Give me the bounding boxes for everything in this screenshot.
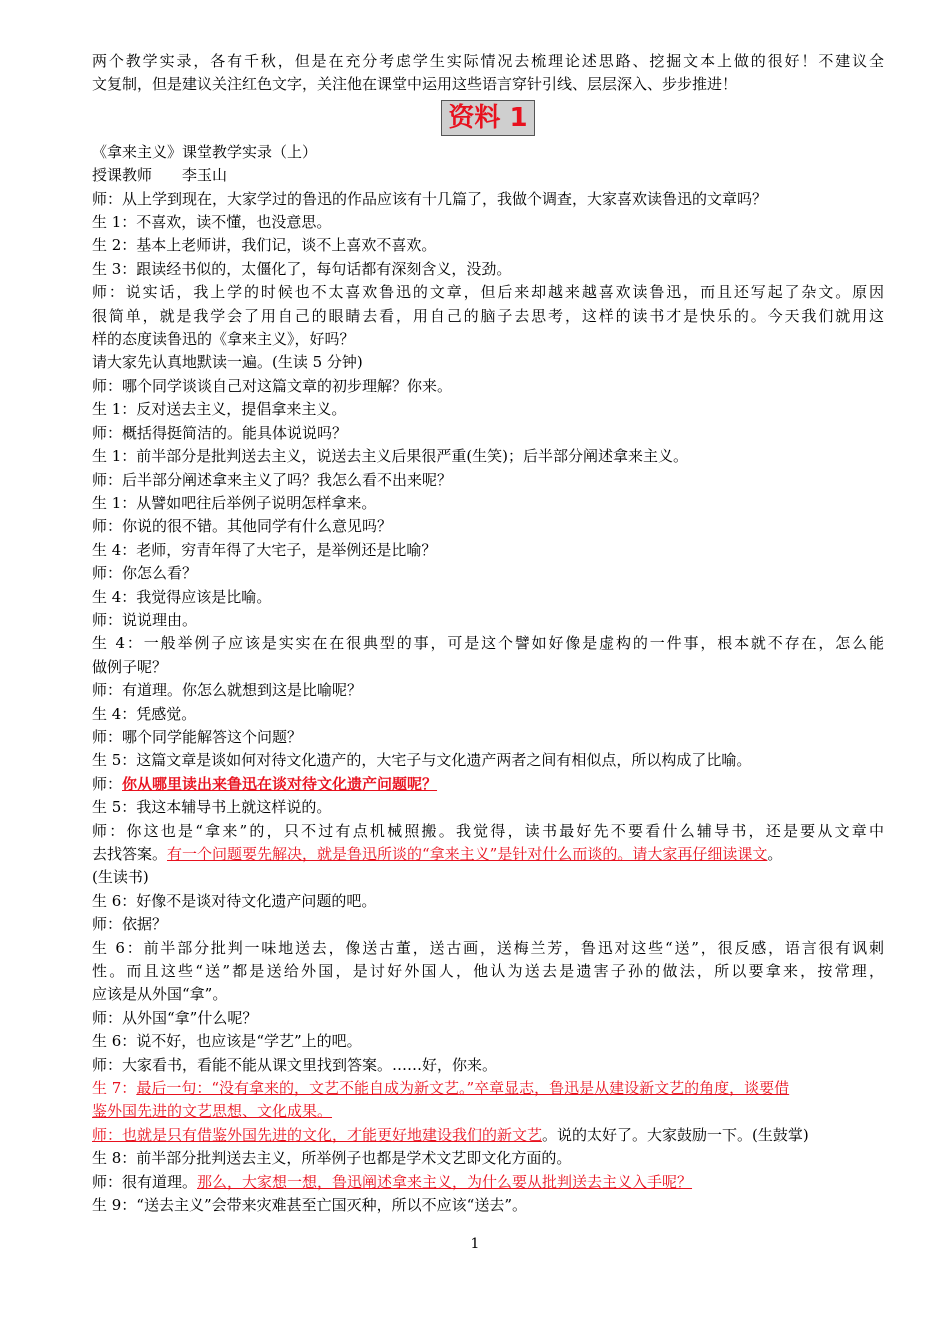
dialogue-line: 很简单，就是我学会了用自己的眼睛去看，用自己的脑子去思考，这样的读书才是快乐的。今天我们就用这 — [92, 306, 884, 325]
dialogue-line: 生 9：“送去主义”会带来灾难甚至亡国灭种，所以不应该“送去”。 — [92, 1196, 527, 1215]
lesson-subtitle: 《拿来主义》课堂教学实录（上） — [92, 142, 318, 161]
dialogue-line: 生 1：从譬如吧往后举例子说明怎样拿来。 — [92, 493, 377, 512]
dialogue-line: 师：你怎么看？ — [92, 564, 198, 583]
dialogue-line: 性。而且这些“送”都是送给外国，是讨好外国人，他认为送去是遗害子孙的做法，所以要拿来，按常理， — [92, 962, 884, 981]
title-container — [92, 100, 884, 137]
dialogue-line — [92, 843, 884, 866]
dialogue-line: 师：后半部分阐述拿来主义了吗？我怎么看不出来呢？ — [92, 470, 453, 489]
dialogue-line: 师：有道理。你怎么就想到这是比喻呢？ — [92, 681, 363, 700]
document-title: 资料 1 — [441, 100, 534, 136]
dialogue-line: 师：你说的很不错。其他同学有什么意见吗？ — [92, 517, 393, 536]
dialogue-line — [92, 1171, 884, 1194]
dialogue-line: 生 6：好像不是谈对待文化遗产问题的吧。 — [92, 891, 377, 910]
red-emphasis-text: 那么，大家想一想，鲁迅阐述拿来主义，为什么要从批判送去主义入手呢？ — [197, 1172, 693, 1191]
dialogue-line: 师：哪个同学谈谈自己对这篇文章的初步理解？你来。 — [92, 376, 453, 395]
dialogue-line: 生 1：不喜欢，读不懂，也没意思。 — [92, 213, 332, 232]
page-number: 1 — [470, 1236, 480, 1252]
teacher-line: 授课教师 李玉山 — [92, 166, 228, 185]
speaker-label: 师： — [92, 774, 123, 793]
dialogue-line: 应该是从外国“拿”。 — [92, 985, 228, 1004]
dialogue-line: 师：从上学到现在，大家学过的鲁迅的作品应该有十几篇了，我做个调查，大家喜欢读鲁迅的文章吗？ — [92, 189, 768, 208]
document-page — [92, 50, 884, 1218]
dialogue-line: 生 6：前半部分批判一味地送去，像送古董，送古画，送梅兰芳，鲁迅对这些“送”，很反感，语言很有讽刺 — [92, 938, 884, 957]
dialogue-line — [92, 1077, 884, 1100]
dialogue-line: 师：大家看书，看能不能从课文里找到答案。……好，你来。 — [92, 1055, 498, 1074]
dialogue-line — [92, 1100, 884, 1123]
red-emphasis-text: 你从哪里读出来鲁迅在谈对待文化遗产问题呢？ — [122, 774, 438, 793]
dialogue-line: 师：从外国“拿”什么呢？ — [92, 1008, 258, 1027]
red-emphasis-text: 鉴外国先进的文艺思想、文化成果。 — [92, 1102, 333, 1121]
dialogue-line: 样的态度读鲁迅的《拿来主义》，好吗？ — [92, 330, 355, 349]
dialogue-line: 生 2：基本上老师讲，我们记，谈不上喜欢不喜欢。 — [92, 236, 437, 255]
red-emphasis-text: 师：也就是只有借鉴外国先进的文化，才能更好地建设我们的新文艺 — [92, 1125, 543, 1144]
dialogue-line: 生 4：凭感觉。 — [92, 704, 197, 723]
dialogue-line: 生 6：说不好，也应该是“学艺”上的吧。 — [92, 1032, 362, 1051]
dialogue-line: 师：说实话，我上学的时候也不太喜欢鲁迅的文章，但后来却越来越喜欢读鲁迅，而且还写起了杂文。原因 — [92, 283, 884, 302]
dialogue-line: 师：说说理由。 — [92, 610, 198, 629]
dialogue-line: (生读书) — [92, 868, 149, 887]
dialogue-line: 生 4：我觉得应该是比喻。 — [92, 587, 272, 606]
dialogue-line: 生 1：反对送去主义，提倡拿来主义。 — [92, 400, 347, 419]
red-emphasis-text: 最后一句：“没有拿来的，文艺不能自成为新文艺。”卒章显志，鲁迅是从建设新文艺的角度，谈要借 — [136, 1079, 790, 1098]
dialogue-line: 师：依据？ — [92, 915, 168, 934]
dialogue-line: 生 4：一般举例子应该是实实在在很典型的事，可是这个譬如好像是虚构的一件事，根本就不存在，怎么能 — [92, 634, 884, 653]
dialogue-line: 生 4：老师，穷青年得了大宅子，是举例还是比喻？ — [92, 540, 437, 559]
dialogue-line: 生 1：前半部分是批判送去主义，说送去主义后果很严重(生笑)；后半部分阐述拿来主义。 — [92, 447, 689, 466]
dialogue-line: 做例子呢？ — [92, 657, 168, 676]
dialogue-line: 师：哪个同学能解答这个问题？ — [92, 727, 303, 746]
dialogue-line — [92, 1124, 884, 1147]
dialogue-line — [92, 773, 884, 796]
plain-text: 。 — [767, 845, 783, 863]
intro-line-1: 两个教学实录，各有千秋，但是在充分考虑学生实际情况去梳理论述思路、挖掘文本上做的很好！不建议全 — [92, 52, 884, 70]
dialogue-line: 生 8：前半部分批判送去主义，所举例子也都是学术文艺即文化方面的。 — [92, 1149, 572, 1168]
dialogue-line: 师：概括得挺简洁的。能具体说说吗？ — [92, 423, 348, 442]
plain-text: 师：很有道理。 — [92, 1172, 198, 1191]
intro-line-2: 文复制，但是建议关注红色文字，关注他在课堂中运用这些语言穿针引线、层层深入、步步推进！ — [92, 75, 738, 94]
dialogue-line: 生 3：跟读经书似的，太僵化了，每句话都有深刻含义，没劲。 — [92, 259, 512, 278]
plain-text: 。说的太好了。大家鼓励一下。(生鼓掌) — [542, 1125, 809, 1144]
speaker-label: 生 7： — [92, 1079, 137, 1098]
red-emphasis-text: 有一个问题要先解决，就是鲁迅所谈的“拿来主义”是针对什么而谈的。请大家再仔细读课文 — [167, 845, 768, 863]
dialogue-line: 师：你这也是“拿来”的，只不过有点机械照搬。我觉得，读书最好先不要看什么辅导书，还是要从文章中 — [92, 821, 884, 840]
dialogue-line: 生 5：我这本辅导书上就这样说的。 — [92, 798, 332, 817]
dialogue-line: 请大家先认真地默读一遍。(生读 5 分钟) — [92, 353, 363, 372]
plain-text: 去找答案。 — [92, 845, 168, 863]
dialogue-line: 生 5：这篇文章是谈如何对待文化遗产的，大宅子与文化遗产两者之间有相似点，所以构成了比喻。 — [92, 751, 752, 770]
